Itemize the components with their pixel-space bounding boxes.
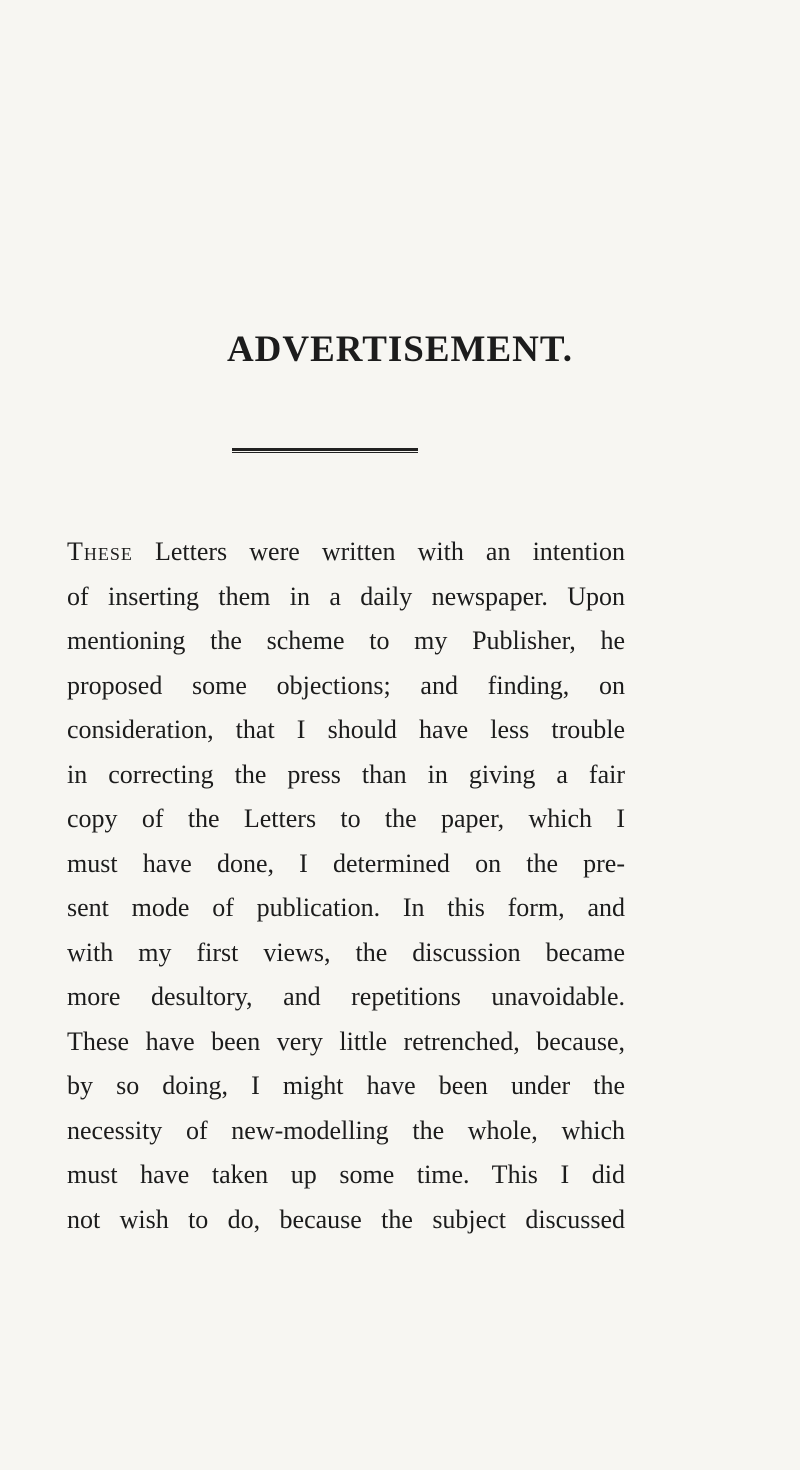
text-line: sent mode of publication. In this form, and <box>67 893 625 922</box>
text-line: must have done, I determined on the pre- <box>67 848 625 878</box>
title-divider-rule <box>232 448 418 453</box>
text-line: copy of the Letters to the paper, which I <box>67 804 625 833</box>
text-line: consideration, that I should have less trouble <box>67 715 625 744</box>
text-line: must have taken up some time. This I did <box>67 1160 625 1189</box>
page-title: ADVERTISEMENT. <box>226 329 574 370</box>
text-line: proposed some objections; and finding, on <box>67 670 625 700</box>
text-line-content: Letters were written with an intention <box>154 537 625 566</box>
text-line: These have been very little retrenched, because, <box>67 1026 625 1056</box>
text-line: with my first views, the discussion became <box>67 937 625 967</box>
text-line: not wish to do, because the subject discussed <box>67 1204 625 1234</box>
text-line: necessity of new-modelling the whole, which <box>67 1115 625 1145</box>
text-line <box>67 530 625 575</box>
advertisement-paragraph <box>67 530 625 1242</box>
text-line: mentioning the scheme to my Publisher, he <box>67 626 625 655</box>
text-line: in correcting the press than in giving a fair <box>67 759 625 789</box>
text-line: more desultory, and repetitions unavoidable. <box>67 982 625 1011</box>
text-line: by so doing, I might have been under the <box>67 1071 625 1100</box>
text-line: of inserting them in a daily newspaper. Upon <box>67 581 625 611</box>
opening-word: These <box>67 537 133 566</box>
